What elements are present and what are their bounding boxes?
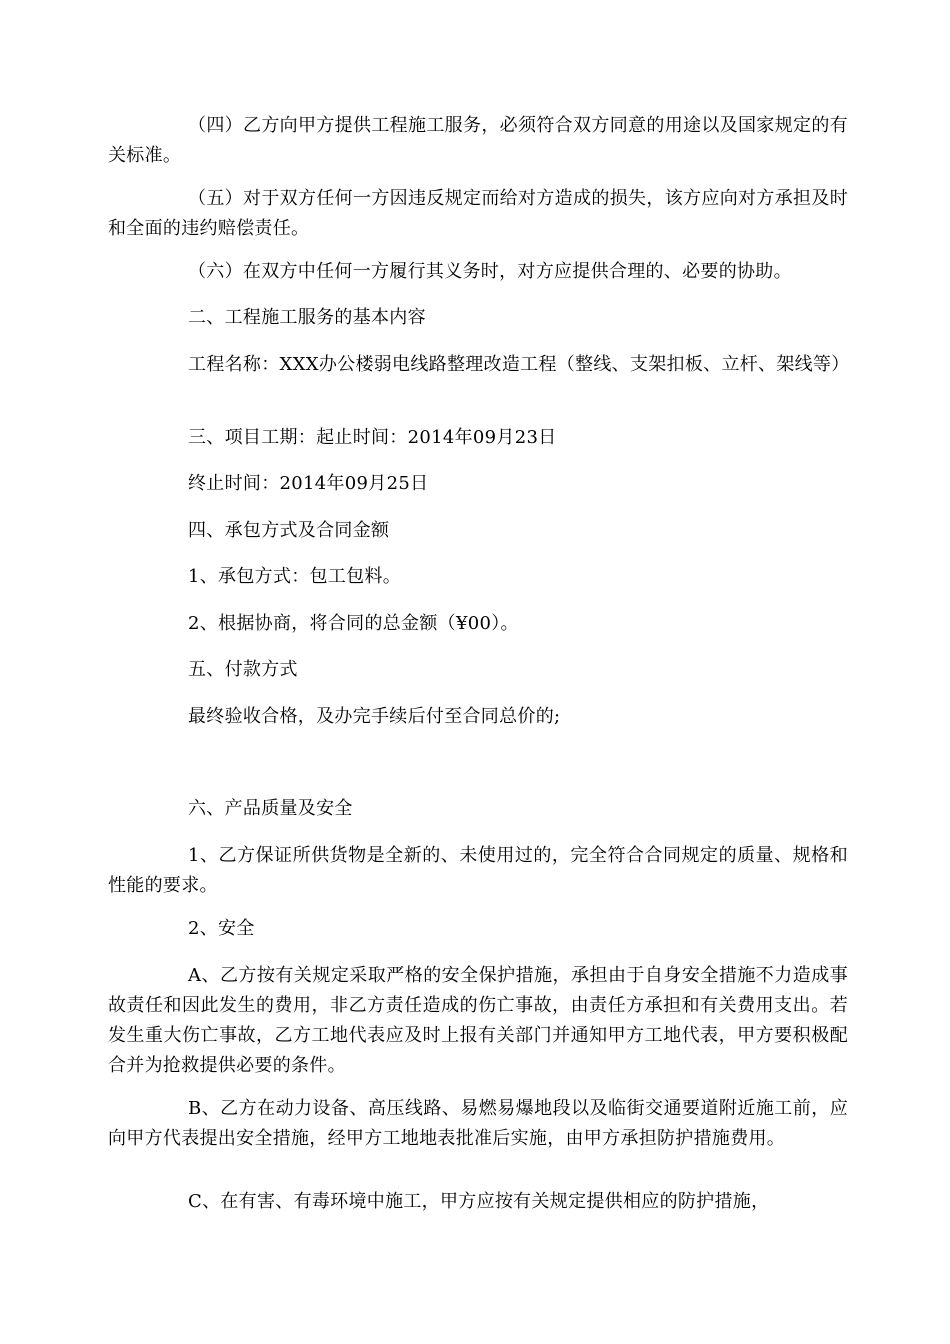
section-3-heading: 三、项目工期：起止时间：2014年09月23日 [188,427,557,448]
section-6-heading: 六、产品质量及安全 [188,798,353,819]
section-2-heading: 二、工程施工服务的基本内容 [188,307,426,328]
payment-terms-text: 最终验收合格，及办完手续后付至合同总价的; [188,706,561,727]
section-4-heading: 四、承包方式及合同金额 [188,520,390,541]
contract-amount-text: 2、根据协商，将合同的总金额（¥00）。 [188,613,519,634]
section-5-heading: 五、付款方式 [188,659,298,680]
end-date-text: 终止时间：2014年09月25日 [188,473,429,494]
safety-heading: 2、安全 [188,918,255,939]
quality-guarantee-text: 1、乙方保证所供货物是全新的、未使用过的，完全符合合同规定的质量、规格和性能的要求。 [108,845,848,896]
safety-item-b-text: B、乙方在动力设备、高压线路、易燃易爆地段以及临街交通要道附近施工前，应向甲方代表提出安全措施，经甲方工地地表批准后实施，由甲方承担防护措施费用。 [108,1098,848,1149]
clause-5-text: （五）对于双方任何一方因违反规定而给对方造成的损失，该方应向对方承担及时和全面的违约赔偿责任。 [108,188,848,239]
clause-4-text: （四）乙方向甲方提供工程施工服务，必须符合双方同意的用途以及国家规定的有关标准。 [108,115,848,166]
safety-item-c-text: C、在有害、有毒环境中施工，甲方应按有关规定提供相应的防护措施， [188,1191,770,1212]
safety-item-a-text: A、乙方按有关规定采取严格的安全保护措施，承担由于自身安全措施不力造成事故责任和因此发生的费用，非乙方责任造成的伤亡事故，由责任方承担和有关费用支出。若发生重大伤亡事故，乙方工地代表应及时上报有关部门并通知甲方工地代表，甲方要积极配合并为抢救提供必要的条件。 [108,965,848,1076]
project-name-text: 工程名称：XXX办公楼弱电线路整理改造工程（整线、支架扣板、立杆、架线等） [188,354,850,375]
clause-6-text: （六）在双方中任何一方履行其义务时，对方应提供合理的、必要的协助。 [188,261,792,282]
contract-method-text: 1、承包方式：包工包料。 [188,566,402,587]
